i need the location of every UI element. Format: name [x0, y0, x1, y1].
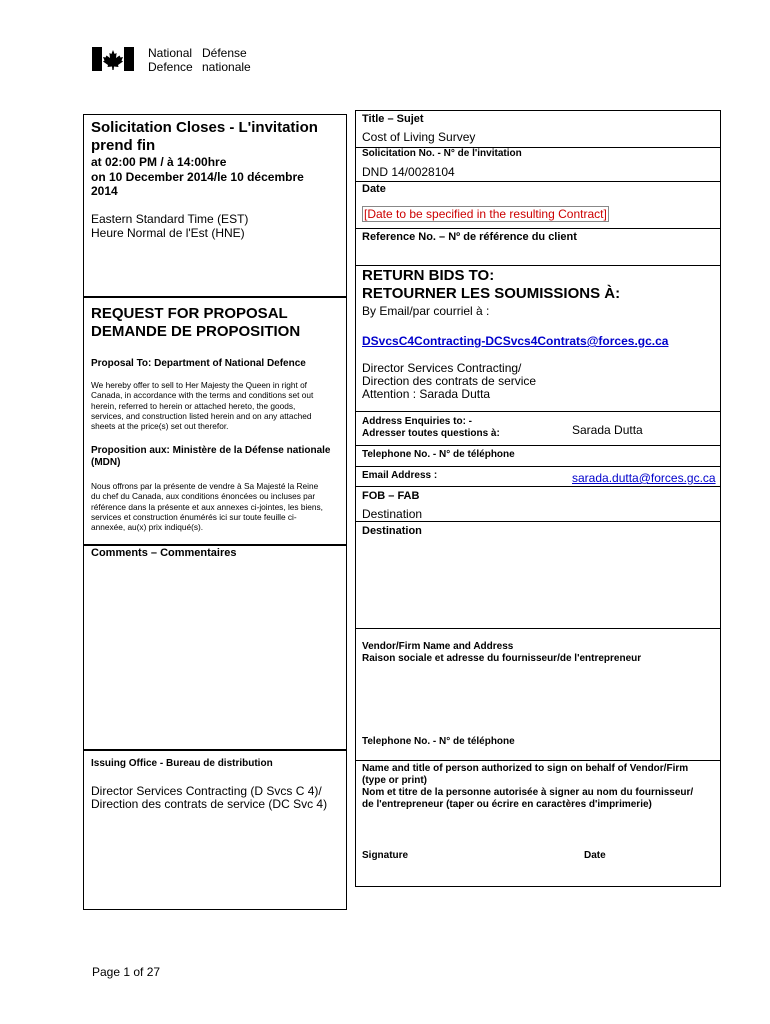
- comments-box: [83, 545, 347, 750]
- phone-label: Telephone No. - N° de téléphone: [362, 449, 515, 460]
- solicitation-value: DND 14/0028104: [362, 165, 455, 179]
- canada-flag-icon: [92, 47, 134, 71]
- date-value: [Date to be specified in the resulting Contract]: [364, 207, 607, 221]
- issuing-office-box: [83, 750, 347, 910]
- authorized-line1: Name and title of person authorized to sign on behalf of Vendor/Firm: [362, 763, 689, 774]
- comments-label: Comments – Commentaires: [91, 547, 237, 559]
- rfp-title-fr: DEMANDE DE PROPOSITION: [91, 323, 301, 340]
- org-fr-line2: nationale: [202, 60, 251, 74]
- signature-label: Signature: [362, 850, 409, 861]
- by-email-label: By Email/par courriel à :: [362, 304, 490, 318]
- offer-text-fr: Nous offrons par la présente de vendre à Sa Majesté la Reine du chef du Canada, aux conditions énoncées ou incluses par référence dans la présente et aux annexes ci-jointes, les biens, services et construction énumérés ici sur toute feuille ci-annexée, au(x) prix indiqué(s).: [91, 481, 323, 533]
- org-en-line2: Defence: [148, 60, 193, 74]
- return-bids-fr: RETOURNER LES SOUMISSIONS À:: [362, 285, 621, 302]
- proposal-to-en: Proposal To: Department of National Defence: [91, 358, 306, 369]
- solicitation-label: Solicitation No. - N° de l'invitation: [362, 148, 522, 159]
- enquiries-label-fr: Adresser toutes questions à:: [362, 428, 500, 439]
- closes-time: at 02:00 PM / à 14:00hre: [91, 155, 227, 169]
- vendor-label-en: Vendor/Firm Name and Address: [362, 641, 514, 652]
- attention-line: Attention : Sarada Dutta: [362, 387, 491, 401]
- closes-title: Solicitation Closes - L'invitation prend fin: [91, 119, 318, 154]
- email-label: Email Address :: [362, 470, 438, 481]
- timezone-fr: Heure Normal de l'Est (HNE): [91, 226, 245, 240]
- org-en-line1: National: [148, 46, 193, 60]
- org-fr-line1: Défense: [202, 46, 247, 60]
- authorized-line3: Nom et titre de la personne autorisée à signer au nom du fournisseur/: [362, 787, 694, 798]
- vendor-label-fr: Raison sociale et adresse du fournisseur/de l'entrepreneur: [362, 653, 642, 664]
- vendor-phone-label: Telephone No. - N° de téléphone: [362, 736, 515, 747]
- government-logo: [92, 47, 134, 71]
- closes-date: on 10 December 2014/le 10 décembre 2014: [91, 170, 304, 198]
- director-line2: Direction des contrats de service: [362, 374, 537, 388]
- enquiries-name: Sarada Dutta: [572, 423, 643, 437]
- date-label: Date: [362, 183, 386, 195]
- org-name-en: [148, 46, 193, 74]
- destination-label: Destination: [362, 525, 422, 537]
- enquiries-label-en: Address Enquiries to: -: [362, 416, 473, 427]
- org-name-fr: [202, 46, 251, 74]
- signature-date-label: Date: [584, 850, 606, 861]
- authorized-line2: (type or print): [362, 775, 427, 786]
- title-label: Title – Sujet: [362, 113, 424, 125]
- director-line1: Director Services Contracting/: [362, 361, 522, 375]
- issuing-office-en: Director Services Contracting (D Svcs C 4)/: [91, 784, 322, 798]
- fob-value: Destination: [362, 507, 423, 521]
- fob-label: FOB – FAB: [362, 490, 420, 502]
- timezone-en: Eastern Standard Time (EST): [91, 212, 249, 226]
- page-number: Page 1 of 27: [92, 965, 161, 979]
- proposal-to-fr: Proposition aux: Ministère de la Défense nationale (MDN): [91, 445, 331, 468]
- reference-label: Reference No. – Nº de référence du client: [362, 231, 577, 243]
- rfp-title-en: REQUEST FOR PROPOSAL: [91, 305, 288, 322]
- contact-email-link[interactable]: sarada.dutta@forces.gc.ca: [572, 471, 716, 485]
- issuing-office-fr: Direction des contrats de service (DC Svc 4): [91, 797, 328, 811]
- offer-text-en: We hereby offer to sell to Her Majesty the Queen in right of Canada, in accordance with the terms and conditions set out herein, referred to herein or attached hereto, the goods, services, and construction listed herein and on any attached sheets at the price(s) set out therefor.: [91, 380, 314, 432]
- bid-email-link[interactable]: DSvcsC4Contracting-DCSvcs4Contrats@forces.gc.ca: [362, 334, 669, 348]
- authorized-line4: de l'entrepreneur (taper ou écrire en caractères d'imprimerie): [362, 799, 652, 810]
- issuing-office-label: Issuing Office - Bureau de distribution: [91, 758, 273, 769]
- return-bids-en: RETURN BIDS TO:: [362, 267, 495, 284]
- title-value: Cost of Living Survey: [362, 130, 476, 144]
